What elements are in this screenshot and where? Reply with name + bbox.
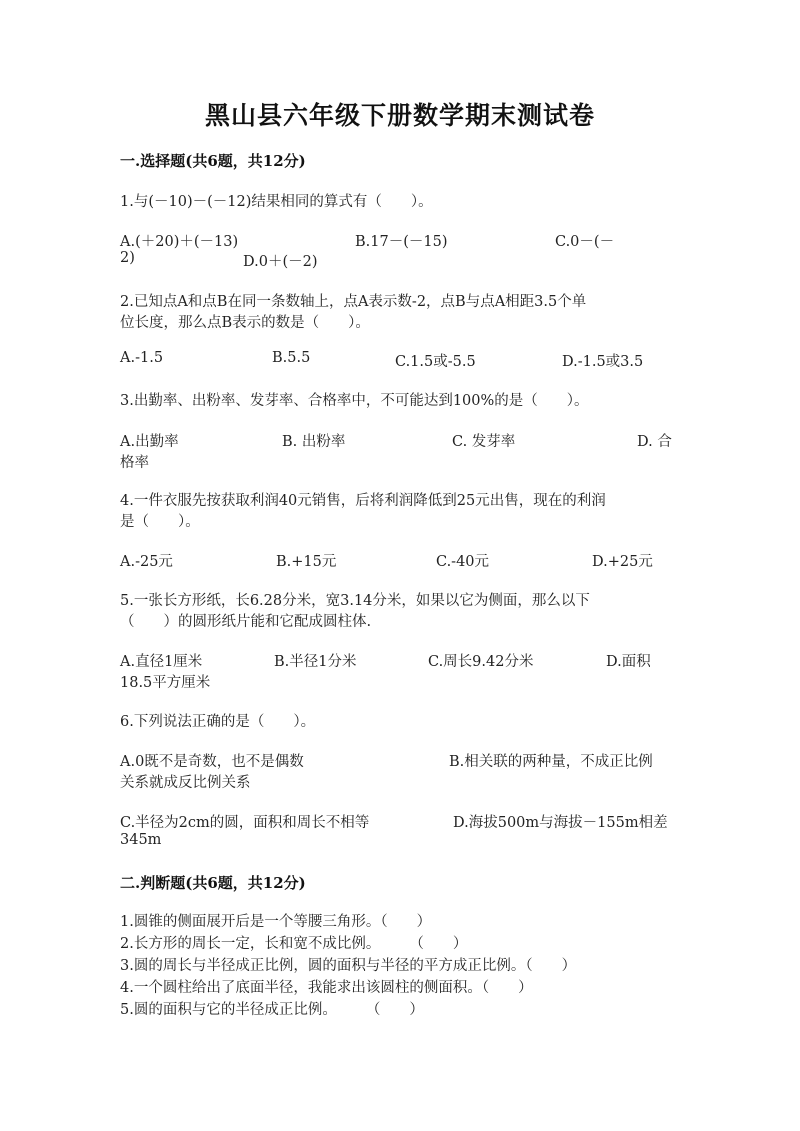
question-4-option-c: C.-40元 <box>436 554 490 570</box>
question-4-option-a: A.-25元 <box>120 554 173 570</box>
judgment-item-1: 1.圆锥的侧面展开后是一个等腰三角形。（ ） <box>120 914 432 930</box>
judgment-item-5: 5.圆的面积与它的半径成正比例。 （ ） <box>120 1002 424 1018</box>
question-1-option-a: A.(＋20)＋(－13) <box>120 234 239 250</box>
question-1-stem: 1.与(－10)－(－12)结果相同的算式有（ ）。 <box>120 194 433 210</box>
question-1-option-b: B.17－(－15) <box>355 234 448 250</box>
question-6-option-d: D.海拔500m与海拔－155m相差 <box>453 815 668 831</box>
section-heading-judgment: 二.判断题(共6题，共12分) <box>120 874 306 892</box>
question-4-stem-line-1: 4.一件衣服先按获取利润40元销售，后将利润降低到25元出售，现在的利润 <box>120 493 606 509</box>
question-2-option-a: A.-1.5 <box>120 350 164 366</box>
question-3-option-d: D. 合 <box>637 434 672 450</box>
question-5-option-b: B.半径1分米 <box>274 654 357 670</box>
question-3-option-d-cont: 格率 <box>120 455 149 471</box>
question-1-option-c-cont: 2) <box>120 250 135 266</box>
question-5-option-c: C.周长9.42分米 <box>428 654 534 670</box>
question-6-option-b-cont: 关系就成反比例关系 <box>120 775 251 791</box>
question-1-option-d: D.0＋(－2) <box>243 254 318 270</box>
question-6-option-b: B.相关联的两种量，不成正比例 <box>449 754 653 770</box>
question-3-option-a: A.出勤率 <box>120 434 179 450</box>
question-3-stem: 3.出勤率、出粉率、发芽率、合格率中，不可能达到100%的是（ ）。 <box>120 393 589 409</box>
question-5-option-d: D.面积 <box>606 654 651 670</box>
question-6-option-d-cont: 345m <box>120 832 162 848</box>
question-1-option-c: C.0－(－ <box>555 234 615 250</box>
section-heading-choice: 一.选择题(共6题，共12分) <box>120 152 306 170</box>
judgment-item-3: 3.圆的周长与半径成正比例，圆的面积与半径的平方成正比例。（ ） <box>120 958 577 974</box>
question-4-stem-line-2: 是（ ）。 <box>120 514 200 530</box>
question-4-option-d: D.+25元 <box>592 554 653 570</box>
judgment-item-2: 2.长方形的周长一定，长和宽不成比例。 （ ） <box>120 936 468 952</box>
question-2-stem-line-1: 2.已知点A和点B在同一条数轴上，点A表示数-2，点B与点A相距3.5个单 <box>120 294 587 310</box>
question-3-option-c: C. 发芽率 <box>452 434 516 450</box>
judgment-item-4: 4.一个圆柱给出了底面半径，我能求出该圆柱的侧面积。（ ） <box>120 980 533 996</box>
question-5-option-a: A.直径1厘米 <box>120 654 203 670</box>
question-2-option-c: C.1.5或-5.5 <box>395 354 476 370</box>
question-3-option-b: B. 出粉率 <box>282 434 346 450</box>
question-2-stem-line-2: 位长度，那么点B表示的数是（ ）。 <box>120 315 370 331</box>
question-5-option-d-cont: 18.5平方厘米 <box>120 675 211 691</box>
question-6-option-a: A.0既不是奇数，也不是偶数 <box>120 754 304 770</box>
question-5-stem-line-1: 5.一张长方形纸，长6.28分米，宽3.14分米，如果以它为侧面，那么以下 <box>120 593 590 609</box>
question-6-option-c: C.半径为2cm的圆，面积和周长不相等 <box>120 815 370 831</box>
question-2-option-b: B.5.5 <box>272 350 311 366</box>
question-2-option-d: D.-1.5或3.5 <box>562 354 644 370</box>
page-title: 黑山县六年级下册数学期末测试卷 <box>204 101 595 130</box>
question-5-stem-line-2: （ ）的圆形纸片能和它配成圆柱体. <box>120 614 372 630</box>
question-6-stem: 6.下列说法正确的是（ ）。 <box>120 714 316 730</box>
question-4-option-b: B.+15元 <box>276 554 337 570</box>
